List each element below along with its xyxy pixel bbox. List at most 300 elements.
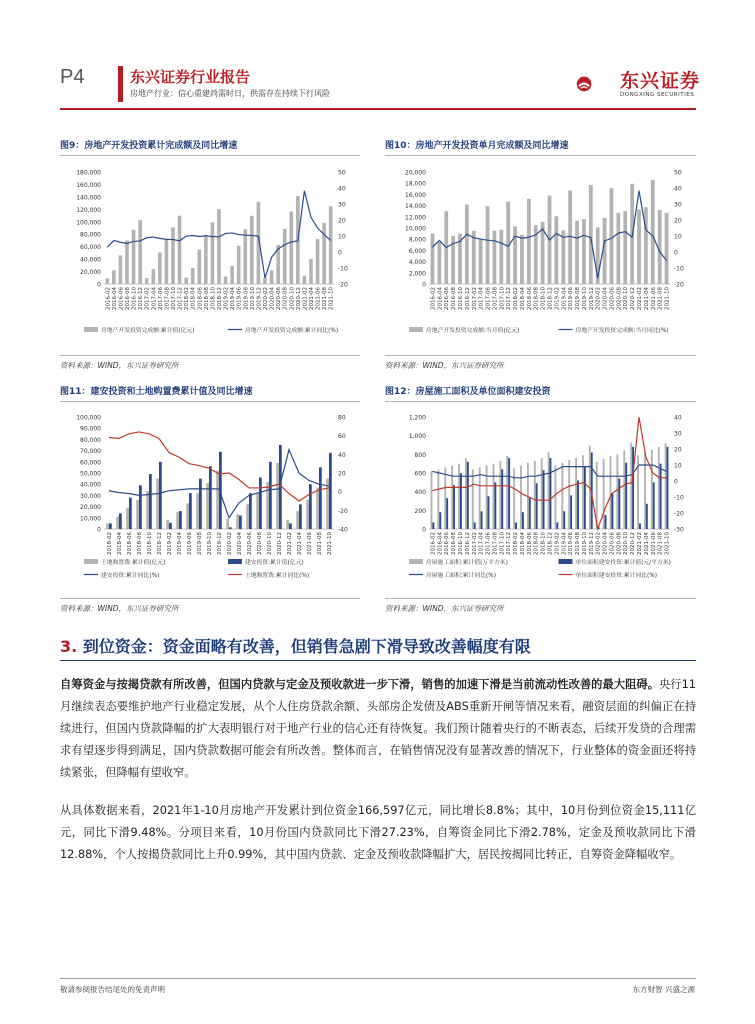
fig12-bar-2 (639, 523, 641, 529)
fig11-x-tick: 2018-02 (107, 532, 113, 555)
fig11-bar-2 (329, 453, 332, 529)
fig10-x-tick: 2018-12 (547, 287, 554, 310)
page-number: P4 (60, 66, 85, 88)
fig11-title-rule (60, 401, 360, 402)
fig9-bar-1 (243, 229, 247, 284)
fig10-x-tick: 2017-10 (499, 287, 506, 310)
fig12-y2-tick: -10 (674, 494, 684, 502)
fig11-x-tick: 2020-12 (277, 532, 283, 555)
fig11-y2-tick: -20 (338, 507, 348, 515)
fig10-bar-1 (465, 204, 469, 284)
fig11-x-tick: 2020-02 (227, 532, 233, 555)
fig11-bar-1 (126, 508, 129, 529)
fig9-bar-1 (309, 259, 313, 284)
fig12-bar-2 (453, 485, 455, 529)
fig11-y2-tick: -40 (338, 526, 348, 534)
fig10-bar-1 (616, 213, 620, 284)
fig11-y2-tick: 20 (338, 470, 346, 478)
fig10-x-tick: 2020-08 (616, 287, 623, 310)
fig9-bar-1 (263, 278, 267, 284)
fig12-bar-2 (515, 522, 517, 529)
fig11-bar-1 (226, 519, 229, 529)
fig12-bar-1 (658, 447, 660, 529)
fig10-y-tick: 16,000 (405, 191, 426, 199)
fig9-bar-1 (316, 239, 320, 284)
fig9-y2-tick: 30 (338, 201, 346, 209)
fig12-bar-2 (618, 479, 620, 529)
fig12-bar-1 (431, 471, 433, 529)
fig11-y-tick: 20,000 (80, 504, 101, 512)
fig11-chart (60, 405, 360, 595)
fig9-bar-1 (217, 209, 221, 284)
fig9-x-tick: 2018-10 (210, 287, 217, 310)
footer-slogan: 东方财智 兴盛之源 (632, 985, 695, 994)
fig10-x-tick: 2021-10 (664, 287, 671, 310)
fig9-x-tick: 2021-08 (322, 287, 329, 310)
fig12-y2-tick: 20 (674, 446, 682, 454)
fig9-bar-1 (145, 278, 149, 284)
fig9-x-tick: 2019-02 (223, 287, 230, 310)
fig12-x-tick: 2019-08 (575, 532, 582, 555)
fig10-x-tick: 2020-04 (602, 287, 609, 310)
fig12-bar-2 (563, 511, 565, 529)
fig9-bar-1 (105, 278, 109, 284)
fig12-bar-1 (499, 461, 501, 529)
fig9-bar-1 (138, 220, 142, 284)
fig12-bar-2 (432, 522, 434, 529)
footer-disclaimer: 敬请参阅报告结尾处的免责声明 (60, 985, 165, 994)
fig9-x-tick: 2019-10 (249, 287, 256, 310)
fig12-x-tick: 2019-06 (568, 532, 575, 555)
fig11-y-tick: 10,000 (80, 515, 101, 523)
fig12-bar-1 (465, 458, 467, 529)
fig12-bar-1 (541, 458, 543, 529)
fig9-x-tick: 2017-08 (164, 287, 171, 310)
fig12-x-tick: 2021-08 (657, 532, 664, 555)
fig10-x-tick: 2018-06 (526, 287, 533, 310)
fig9-y-tick: 40,000 (80, 256, 101, 264)
fig10-y-tick: 10,000 (405, 225, 426, 233)
fig11-bar-1 (136, 500, 139, 529)
fig9-y-tick: 160,000 (76, 181, 101, 189)
fig12-bar-1 (444, 467, 446, 529)
fig9-bar-1 (303, 276, 307, 284)
fig10-y2-tick: 20 (674, 217, 682, 225)
fig12-bar-1 (630, 443, 632, 529)
fig11-x-tick: 2019-12 (217, 532, 223, 555)
fig12-x-tick: 2016-08 (451, 532, 458, 555)
fig11-bar-1 (236, 514, 239, 529)
fig11-legend-label: 建安投资:累计同比(%) (101, 573, 160, 579)
fig11-x-tick: 2020-10 (267, 532, 273, 555)
fig10-y-tick: 6,000 (408, 247, 426, 255)
fig9-x-tick: 2019-12 (256, 287, 263, 310)
fig9-bar-1 (158, 253, 162, 284)
fig12-x-tick: 2017-12 (506, 532, 513, 555)
fig12-y2-tick: 30 (674, 430, 682, 438)
section-title-text: 到位资金：资金面略有改善，但销售急剧下滑导致改善幅度有限 (82, 637, 531, 656)
fig12-bar-1 (623, 451, 625, 529)
fig12-bar-1 (506, 456, 508, 529)
fig12-title: 图12：房屋施工面积及单位面积建安投资 (385, 387, 551, 397)
fig12-bar-1 (616, 454, 618, 529)
fig10-x-tick: 2021-06 (650, 287, 657, 310)
fig11-y-tick: 100,000 (76, 414, 101, 422)
fig10-bottom-rule (385, 355, 696, 356)
fig9-bar-1 (165, 239, 169, 284)
fig11-legend-swatch (228, 559, 242, 564)
fig10-x-tick: 2016-02 (430, 287, 437, 310)
fig11-bottom-rule (60, 598, 360, 599)
fig12-x-tick: 2020-10 (623, 532, 630, 555)
paragraph-1 (60, 674, 696, 784)
fig11-x-tick: 2021-06 (307, 532, 313, 555)
fig9-bar-1 (237, 246, 241, 284)
fig10-x-tick: 2019-12 (588, 287, 595, 310)
fig12-x-tick: 2018-12 (547, 532, 554, 555)
fig10-x-tick: 2021-02 (637, 287, 644, 310)
fig11-bar-2 (179, 511, 182, 529)
fig12-bar-1 (610, 456, 612, 529)
fig12-bar-2 (488, 496, 490, 529)
fig10-legend-swatch (409, 327, 423, 332)
fig10-y2-tick: 40 (674, 185, 682, 193)
fig9-bar-1 (184, 278, 188, 284)
fig12-y2-tick: -20 (674, 510, 684, 518)
fig10-x-tick: 2016-04 (437, 287, 444, 310)
fig10-y-tick: 12,000 (405, 214, 426, 222)
fig11-x-tick: 2019-06 (187, 532, 193, 555)
fig11-bar-2 (259, 477, 262, 529)
fig11-bar-1 (306, 500, 309, 529)
fig9-y-tick: 20,000 (80, 269, 101, 277)
fig9-x-tick: 2021-06 (315, 287, 322, 310)
fig9-y2-tick: -10 (338, 265, 348, 273)
fig12-bar-2 (611, 494, 613, 529)
fig9-x-tick: 2018-06 (197, 287, 204, 310)
fig11-y-tick: 60,000 (80, 459, 101, 467)
fig9-x-tick: 2017-12 (177, 287, 184, 310)
logo-chinese-name: 东兴证券 (620, 70, 701, 92)
section-divider (60, 660, 696, 661)
fig12-x-tick: 2019-04 (561, 532, 568, 555)
fig10-bar-1 (472, 231, 476, 284)
fig11-y-tick: 30,000 (80, 492, 101, 500)
fig9-legend-swatch (84, 327, 98, 332)
fig12-bar-2 (446, 498, 448, 529)
fig11-x-tick: 2019-02 (167, 532, 173, 555)
fig11-x-tick: 2018-12 (157, 532, 163, 555)
fig11-x-tick: 2019-10 (207, 532, 213, 555)
fig10-title-rule (385, 155, 696, 156)
fig10-y2-tick: 30 (674, 201, 682, 209)
fig10-chart (385, 160, 696, 350)
fig12-x-tick: 2016-02 (430, 532, 437, 555)
fig12-bar-2 (508, 458, 510, 529)
fig10-bar-1 (651, 180, 655, 284)
fig10-x-tick: 2019-08 (575, 287, 582, 310)
fig12-y-tick: 1,000 (408, 433, 426, 441)
fig11-bar-2 (159, 462, 162, 529)
fig10-x-tick: 2017-06 (485, 287, 492, 310)
fig12-x-tick: 2016-10 (457, 532, 464, 555)
fig11-bar-2 (229, 527, 232, 529)
fig9-bar-1 (250, 216, 254, 284)
fig12-y-tick: 200 (414, 507, 426, 515)
fig11-bar-1 (286, 520, 289, 529)
fig11-bar-2 (209, 466, 212, 529)
fig9-chart (60, 160, 360, 350)
fig11-x-tick: 2018-10 (147, 532, 153, 555)
fig10-y2-tick: 10 (674, 233, 682, 241)
fig11-bar-2 (299, 504, 302, 529)
fig11-bar-2 (169, 523, 172, 529)
fig10-legend-label: 房地产开发投资完成额:当月值(亿元) (426, 328, 520, 334)
fig12-legend-label: 单位面积建安投资:累计值(元/平方米) (575, 560, 671, 566)
fig10-x-tick: 2021-04 (643, 287, 650, 310)
fig9-x-tick: 2016-06 (118, 287, 125, 310)
fig10-x-tick: 2019-10 (581, 287, 588, 310)
fig9-bar-1 (178, 216, 182, 284)
fig9-y-tick: 80,000 (80, 231, 101, 239)
fig12-chart (385, 405, 696, 595)
fig11-y2-tick: 60 (338, 433, 346, 441)
fig10-x-tick: 2019-06 (568, 287, 575, 310)
fig11-x-tick: 2020-08 (257, 532, 263, 555)
fig12-x-tick: 2021-04 (643, 532, 650, 555)
fig12-bar-2 (460, 473, 462, 529)
fig11-bar-1 (206, 483, 209, 529)
fig9-bar-1 (112, 270, 116, 284)
fig9-bar-1 (151, 269, 155, 284)
fig10-bar-1 (499, 230, 503, 284)
fig12-bar-2 (467, 462, 469, 529)
fig12-y-tick: 400 (414, 489, 426, 497)
fig11-x-tick: 2021-02 (287, 532, 293, 555)
fig9-x-tick: 2017-04 (151, 287, 158, 310)
fig9-legend-label: 房地产开发投资完成额:累计值(亿元) (101, 328, 195, 334)
fig12-bar-1 (665, 443, 667, 529)
fig12-bar-2 (474, 522, 476, 529)
report-title: 东兴证券行业报告 (130, 68, 251, 86)
fig10-y2-tick: -20 (674, 281, 684, 289)
report-subtitle: 房地产行业：信心重建尚需时日，供需存在持续下行风险 (130, 89, 330, 98)
fig9-x-tick: 2019-08 (243, 287, 250, 310)
fig12-x-tick: 2020-08 (616, 532, 623, 555)
fig10-bar-1 (527, 199, 531, 284)
fig10-bar-1 (513, 226, 517, 284)
fig12-x-tick: 2018-10 (540, 532, 547, 555)
fig12-bar-1 (568, 460, 570, 529)
fig12-x-tick: 2019-02 (554, 532, 561, 555)
fig12-bar-1 (548, 452, 550, 529)
fig12-x-tick: 2017-02 (471, 532, 478, 555)
fig9-x-tick: 2018-02 (184, 287, 191, 310)
fig10-bar-1 (437, 242, 441, 284)
fig9-y-tick: 120,000 (76, 206, 101, 214)
fig12-bar-1 (554, 466, 556, 529)
fig11-legend-label: 建安投资:累计值(亿元) (245, 560, 304, 566)
fig12-x-tick: 2020-12 (630, 532, 637, 555)
fig12-bar-1 (486, 466, 488, 529)
fig11-bar-1 (186, 503, 189, 529)
fig11-bar-2 (119, 513, 122, 529)
fig12-bar-2 (501, 469, 503, 529)
fig11-y-tick: 70,000 (80, 448, 101, 456)
fig12-bar-2 (529, 497, 531, 529)
fig10-y-tick: 4,000 (408, 259, 426, 267)
fig11-bar-2 (189, 493, 192, 529)
fig10-y-tick: 20,000 (405, 169, 426, 177)
fig12-bar-1 (575, 458, 577, 529)
fig10-bar-1 (582, 219, 586, 284)
fig11-bar-2 (309, 484, 312, 529)
fig9-x-tick: 2019-06 (236, 287, 243, 310)
fig10-x-tick: 2017-12 (506, 287, 513, 310)
fig9-x-tick: 2018-12 (217, 287, 223, 310)
fig11-bar-1 (216, 471, 219, 529)
company-logo-icon (576, 62, 620, 106)
fig12-y-tick: 600 (414, 470, 426, 478)
fig9-x-tick: 2018-04 (190, 287, 197, 310)
section-number: 3. (60, 637, 78, 656)
fig12-bar-1 (472, 469, 474, 529)
fig10-bar-1 (623, 211, 627, 284)
fig9-bar-1 (119, 255, 123, 284)
fig9-x-tick: 2017-10 (171, 287, 177, 310)
fig9-x-tick: 2020-06 (276, 287, 283, 310)
fig10-x-tick: 2018-10 (540, 287, 547, 310)
fig12-bar-2 (660, 464, 662, 529)
fig9-x-tick: 2020-02 (263, 287, 269, 310)
fig10-bar-1 (665, 213, 669, 284)
fig9-x-tick: 2020-12 (295, 287, 302, 310)
fig9-x-tick: 2018-08 (203, 287, 210, 310)
fig11-x-tick: 2019-08 (197, 532, 203, 555)
paragraph-1-body: 央行11月继续表态要维护地产行业稳定发展，从个人住房贷款余额、头部房企发债及ABS重新开闸等情况来看，融资层面的纠偏正在持续进行，但国内贷款降幅的扩大表明银行对于地产行业的信心还有待恢复。我们预计随着央行的不断表态，后续开发贷的合理需求有望逐步得到满足，国内贷款数据可能会有所改善。整体而言，在销售情况没有显著改善的情况下，行业整体的资金面还将持续紧张，但降幅有望收窄。 (60, 678, 696, 779)
fig12-x-tick: 2018-06 (526, 532, 533, 555)
fig11-y-tick: 90,000 (80, 425, 101, 433)
fig11-y-tick: 0 (97, 526, 101, 534)
header-accent-bar (118, 66, 123, 102)
fig10-bar-1 (431, 234, 435, 284)
fig12-bar-1 (644, 452, 646, 529)
fig9-bar-1 (283, 229, 287, 284)
fig9-bar-1 (230, 266, 234, 284)
fig12-legend-label: 房屋施工面积:累计同比(%) (426, 573, 496, 579)
fig11-bar-1 (146, 491, 149, 529)
fig9-x-tick: 2017-02 (144, 287, 151, 310)
fig11-bar-1 (246, 504, 249, 529)
fig11-bar-2 (269, 462, 272, 529)
fig12-x-tick: 2019-10 (581, 532, 588, 555)
fig11-x-tick: 2018-08 (137, 532, 143, 555)
fig11-bar-1 (266, 482, 269, 529)
fig9-x-tick: 2017-06 (157, 287, 164, 310)
fig9-bottom-rule (60, 355, 360, 356)
fig11-y2-tick: 0 (338, 489, 342, 497)
fig11-legend-swatch (84, 559, 98, 564)
fig12-bar-1 (520, 466, 522, 529)
fig12-y-tick: 0 (422, 526, 426, 534)
fig10-x-tick: 2018-08 (533, 287, 540, 310)
fig10-y2-tick: 50 (674, 169, 682, 177)
fig10-x-tick: 2017-04 (478, 287, 485, 310)
fig10-legend-label: 房地产开发投资完成额:当月同比(%) (575, 328, 669, 334)
fig12-bar-1 (458, 464, 460, 529)
fig11-y2-tick: 80 (338, 414, 346, 422)
fig12-bar-2 (481, 511, 483, 529)
fig9-x-tick: 2021-10 (328, 287, 335, 310)
fig10-y-tick: 14,000 (405, 203, 426, 211)
section-heading (60, 634, 531, 657)
fig12-x-tick: 2017-08 (492, 532, 499, 555)
fig10-x-tick: 2019-02 (554, 287, 561, 310)
fig9-x-tick: 2016-02 (105, 287, 112, 310)
fig12-bar-1 (651, 450, 653, 529)
fig12-bar-1 (479, 467, 481, 529)
fig9-y-tick: 100,000 (76, 219, 101, 227)
fig9-x-tick: 2020-10 (289, 287, 296, 310)
fig9-y-tick: 60,000 (80, 244, 101, 252)
fig10-x-tick: 2020-12 (630, 287, 637, 310)
fig11-bar-2 (109, 523, 112, 529)
fig11-bar-1 (196, 493, 199, 529)
fig11-y-tick: 50,000 (80, 470, 101, 478)
fig9-bar-1 (211, 222, 215, 284)
fig12-y2-tick: 40 (674, 414, 682, 422)
fig9-bar-1 (191, 268, 195, 284)
fig10-y2-tick: 0 (674, 249, 678, 257)
fig11-title: 图11：建安投资和土地购置费累计值及同比增速 (60, 387, 253, 397)
fig10-bar-1 (575, 221, 579, 284)
fig12-bar-1 (451, 466, 453, 529)
fig12-x-tick: 2018-02 (513, 532, 520, 555)
fig12-bar-2 (536, 483, 538, 529)
fig11-bar-1 (276, 463, 279, 529)
fig10-y-tick: 18,000 (405, 180, 426, 188)
fig9-x-tick: 2016-12 (138, 287, 145, 310)
fig11-bar-2 (129, 498, 132, 529)
fig11-bar-2 (249, 493, 252, 529)
fig9-y-tick: 0 (97, 281, 101, 289)
fig12-legend-label: 单位面积建安投资:累计同比(%) (575, 573, 658, 579)
fig9-x-tick: 2020-08 (282, 287, 289, 310)
fig9-bar-1 (204, 235, 208, 284)
fig9-bar-1 (171, 227, 175, 284)
fig11-bar-2 (239, 516, 242, 529)
fig10-bar-1 (637, 210, 641, 284)
fig12-source: 资料来源：WIND，东兴证券研究所 (385, 604, 504, 613)
logo-english-name: DONGXING SECURITIES (620, 92, 695, 98)
fig9-bar-1 (132, 230, 136, 284)
fig10-x-tick: 2018-04 (519, 287, 526, 310)
fig11-x-tick: 2018-04 (117, 532, 123, 555)
fig9-bar-1 (329, 206, 333, 284)
fig12-bar-1 (493, 464, 495, 529)
fig11-y-tick: 80,000 (80, 436, 101, 444)
fig12-bar-2 (522, 512, 524, 529)
fig9-x-tick: 2020-04 (269, 287, 276, 310)
fig11-y2-tick: 40 (338, 451, 346, 459)
fig12-bar-2 (577, 480, 579, 529)
fig12-bar-1 (534, 461, 536, 529)
fig12-y2-tick: -30 (674, 526, 684, 534)
fig12-x-tick: 2018-08 (533, 532, 540, 555)
fig12-bar-1 (437, 469, 439, 529)
fig10-bar-1 (479, 239, 483, 284)
fig11-source: 资料来源：WIND，东兴证券研究所 (60, 604, 179, 613)
